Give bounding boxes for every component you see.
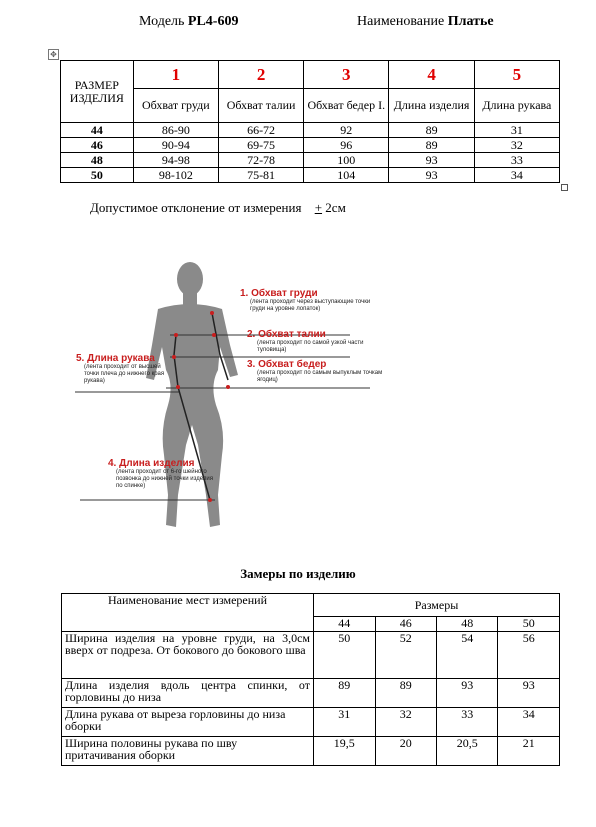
figure-label-length: 4. Длина изделия (лента проходит от 6-го шейного позвонка до нижней точки изделия по спинке) xyxy=(108,458,214,489)
plus-minus: + xyxy=(314,200,323,215)
col-label: Обхват бедер I. xyxy=(304,89,389,123)
col-number: 3 xyxy=(304,61,389,89)
size-header: 50 xyxy=(498,617,560,632)
col-number: 2 xyxy=(218,61,303,89)
table-row: 48 94-98 72-78 100 93 33 xyxy=(61,153,560,168)
col-label: Длина рукава xyxy=(474,89,559,123)
table-row: Ширина изделия на уровне груди, на 3,0см вверх от подреза. От бокового до бокового шва 50 52 54 56 xyxy=(62,632,560,679)
table-row: 44 86-90 66-72 92 89 31 xyxy=(61,123,560,138)
size-header: 46 xyxy=(375,617,436,632)
name-value: Платье xyxy=(447,14,494,29)
figure-label-chest: 1. Обхват груди (лента проходит через выступающие точки груди на уровне лопаток) xyxy=(240,288,371,312)
table-row: Длина рукава от выреза горловины до низа оборки 31 32 33 34 xyxy=(62,708,560,737)
table-row: Длина изделия вдоль центра спинки, от горловины до низа 89 89 93 93 xyxy=(62,679,560,708)
deviation-text: Допустимое отклонение от измерения xyxy=(90,200,302,215)
sizes-header: Размеры xyxy=(314,594,560,617)
size-header: 48 xyxy=(436,617,497,632)
table-row: Ширина половины рукава по шву притачивания оборки 19,5 20 20,5 21 xyxy=(62,737,560,766)
figure-label-sleeve: 5. Длина рукава (лента проходит от высшей точки плеча до нижнего края рукава) xyxy=(76,353,165,384)
deviation-line xyxy=(90,200,346,216)
model-value: PL4-609 xyxy=(187,14,239,29)
col-number: 5 xyxy=(474,61,559,89)
figure-label-waist: 2. Обхват талии (лента проходит по самой узкой части туловища) xyxy=(247,329,364,353)
row-header: РАЗМЕР ИЗДЕЛИЯ xyxy=(61,61,134,123)
size-table xyxy=(60,60,560,183)
name-label: Наименование xyxy=(357,14,445,29)
name-line xyxy=(357,14,494,30)
figure-label-hips: 3. Обхват бедер (лента проходит по самым выпуклым точкам ягодиц) xyxy=(247,359,383,383)
col-label: Обхват груди xyxy=(133,89,218,123)
table-resize-handle[interactable] xyxy=(561,184,568,191)
name-header: Наименование мест измерений xyxy=(62,594,314,632)
size-header: 44 xyxy=(314,617,375,632)
measurements-table xyxy=(61,593,560,766)
model-label: Модель xyxy=(139,14,185,29)
table-row: 50 98-102 75-81 104 93 34 xyxy=(61,168,560,183)
deviation-value: 2см xyxy=(325,200,346,215)
measurements-title: Замеры по изделию xyxy=(240,566,356,581)
col-number: 1 xyxy=(133,61,218,89)
col-label: Обхват талии xyxy=(218,89,303,123)
model-line xyxy=(139,14,238,30)
table-row: 46 90-94 69-75 96 89 32 xyxy=(61,138,560,153)
col-number: 4 xyxy=(389,61,474,89)
col-label: Длина изделия xyxy=(389,89,474,123)
table-move-icon[interactable]: ✥ xyxy=(48,49,59,60)
